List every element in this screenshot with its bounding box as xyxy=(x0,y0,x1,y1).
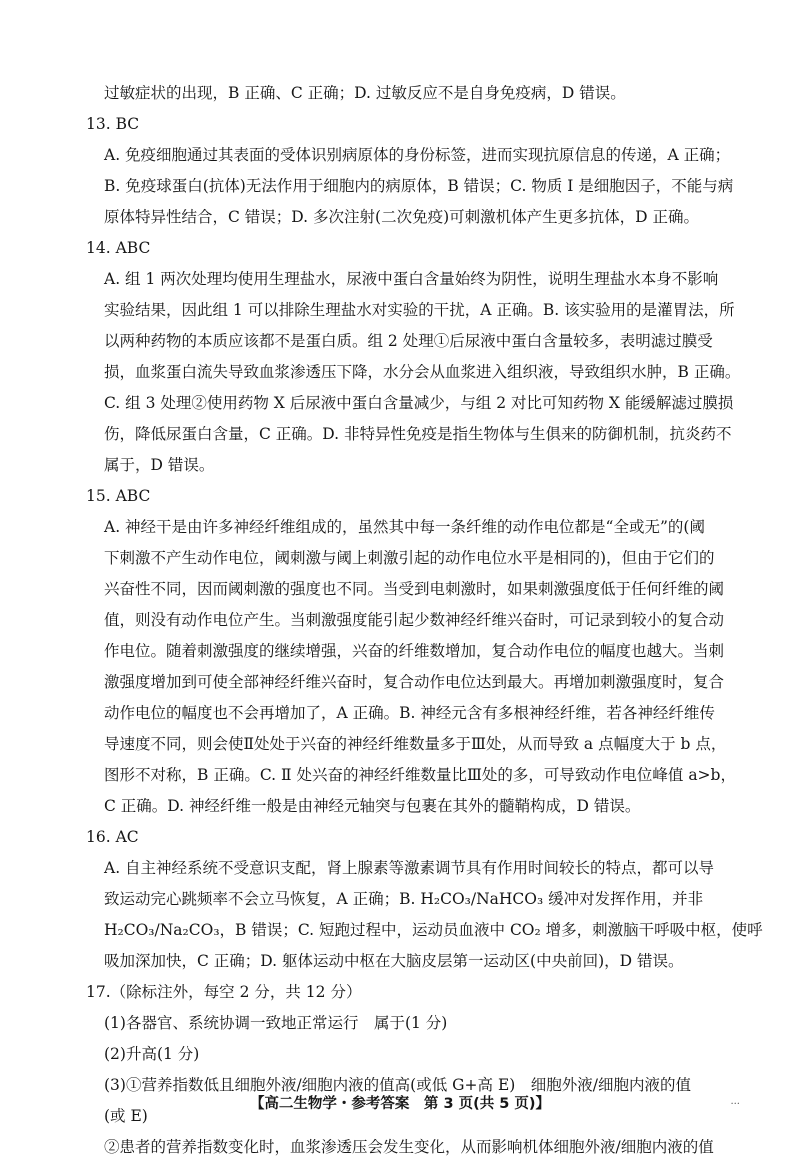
text-line: (1)各器官、系统协调一致地正常运行 属于(1 分) xyxy=(104,1014,448,1032)
text-line: (3)①营养指数低且细胞外液/细胞内液的值高(或低 G+高 E) 细胞外液/细胞内液的值 xyxy=(104,1076,692,1094)
text-line: C. 组 3 处理②使用药物 X 后尿液中蛋白含量减少，与组 2 对比可知药物 X 能缓解滤过膜损 xyxy=(104,394,734,412)
text-line: (2)升高(1 分) xyxy=(104,1045,200,1063)
text-line: 动作电位的幅度也不会再增加了，A 正确。B. 神经元含有多根神经纤维，若各神经纤维传 xyxy=(104,704,715,722)
page-footer: 【高二生物学・参考答案 第 3 页(共 5 页)】 xyxy=(249,1096,551,1112)
text-line: 损，血浆蛋白流失导致血浆渗透压下降，水分会从血浆进入组织液，导致组织水肿，B 正确。 xyxy=(104,363,741,381)
text-line: B. 免疫球蛋白(抗体)无法作用于细胞内的病原体，B 错误；C. 物质 Ⅰ 是细胞因子，不能与病 xyxy=(104,177,734,195)
text-line: ②患者的营养指数变化时，血浆渗透压会发生变化，从而影响机体细胞外液/细胞内液的值 xyxy=(104,1138,714,1156)
text-line: 实验结果，因此组 1 可以排除生理盐水对实验的干扰，A 正确。B. 该实验用的是灌胃法，所 xyxy=(104,301,735,319)
question-number: 14. ABC xyxy=(86,239,151,257)
text-line: 值，则没有动作电位产生。当刺激强度能引起少数神经纤维兴奋时，可记录到较小的复合动 xyxy=(104,611,725,629)
question-number: 16. AC xyxy=(86,828,139,846)
text-line: 以两种药物的本质应该都不是蛋白质。组 2 处理①后尿液中蛋白含量较多，表明滤过膜受 xyxy=(104,332,713,350)
text-line: 致运动完心跳频率不会立马恢复，A 正确；B. H₂CO₃/NaHCO₃ 缓冲对发挥作用，并非 xyxy=(104,890,704,908)
text-line: 属于，D 错误。 xyxy=(104,456,215,474)
text-line: A. 免疫细胞通过其表面的受体识别病原体的身份标签，进而实现抗原信息的传递，A 正确； xyxy=(104,146,731,164)
text-line: 下刺激不产生动作电位，阈刺激与阈上刺激引起的动作电位水平是相同的)，但由于它们的 xyxy=(104,549,715,567)
question-number: 13. BC xyxy=(86,115,140,133)
text-line: 激强度增加到可使全部神经纤维兴奋时，复合动作电位达到最大。再增加刺激强度时，复合 xyxy=(104,673,725,691)
text-line: 原体特异性结合，C 错误；D. 多次注射(二次免疫)可刺激机体产生更多抗体，D 正确。 xyxy=(104,208,699,226)
text-line: 作电位。随着刺激强度的继续增强，兴奋的纤维数增加，复合动作电位的幅度也越大。当刺 xyxy=(104,642,725,660)
answer-text-body xyxy=(0,78,800,1163)
text-line: 兴奋性不同，因而阈刺激的强度也不同。当受到电刺激时，如果刺激强度低于任何纤维的阈 xyxy=(104,580,725,598)
text-line: A. 自主神经系统不受意识支配，肾上腺素等激素调节具有作用时间较长的特点，都可以导 xyxy=(104,859,715,877)
text-line: 吸加深加快，C 正确；D. 躯体运动中枢在大脑皮层第一运动区(中央前回)，D 错误。 xyxy=(104,952,684,970)
corner-mark: ... xyxy=(730,1096,740,1107)
text-line: 伤，降低尿蛋白含量，C 正确。D. 非特异性免疫是指生物体与生俱来的防御机制，抗炎药不 xyxy=(104,425,732,443)
text-line: A. 神经干是由许多神经纤维组成的，虽然其中每一条纤维的动作电位都是“全或无”的(阈 xyxy=(104,518,705,536)
text-line: 图形不对称，B 正确。C. Ⅱ 处兴奋的神经纤维数量比Ⅲ处的多，可导致动作电位峰值 a>b， xyxy=(104,766,736,784)
text-line: 导速度不同，则会使Ⅱ处处于兴奋的神经纤维数量多于Ⅲ处，从而导致 a 点幅度大于 b 点， xyxy=(104,735,727,753)
text-line: A. 组 1 两次处理均使用生理盐水，尿液中蛋白含量始终为阴性，说明生理盐水本身不影响 xyxy=(104,270,719,288)
text-line: (或 E) xyxy=(104,1107,148,1125)
text-line: 过敏症状的出现，B 正确、C 正确；D. 过敏反应不是自身免疫病，D 错误。 xyxy=(104,84,626,102)
question-number: 17.（除标注外，每空 2 分，共 12 分） xyxy=(86,983,362,1001)
text-line: H₂CO₃/Na₂CO₃，B 错误；C. 短跑过程中，运动员血液中 CO₂ 增多，刺激脑干呼吸中枢，使呼 xyxy=(104,921,763,939)
text-line: C 正确。D. 神经纤维一般是由神经元轴突与包裹在其外的髓鞘构成，D 错误。 xyxy=(104,797,641,815)
question-number: 15. ABC xyxy=(86,487,151,505)
